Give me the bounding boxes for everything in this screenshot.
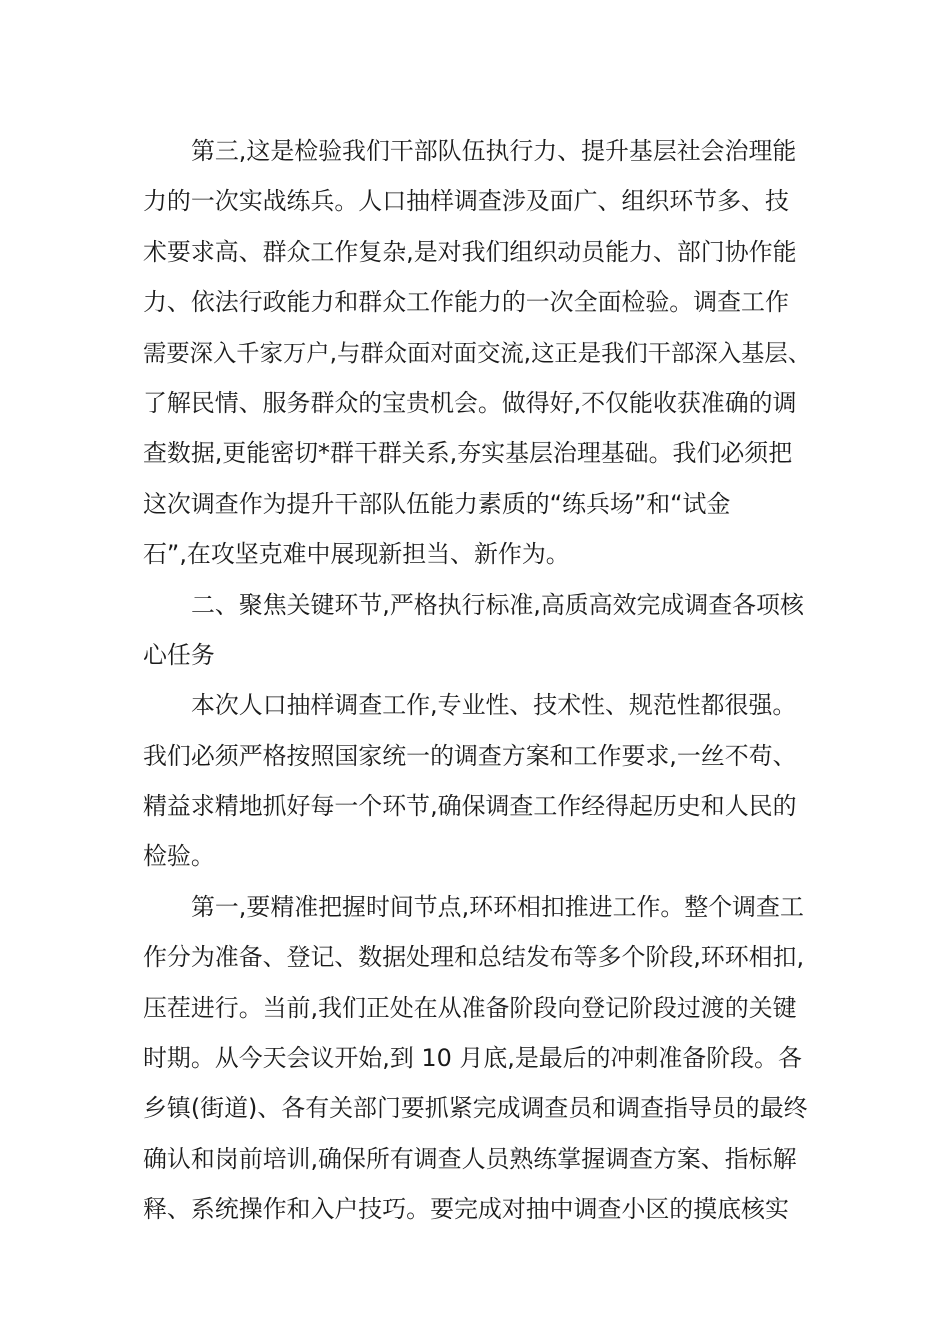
text-line: 我们必须严格按照国家统一的调查方案和工作要求,一丝不苟、 <box>143 741 797 770</box>
document-body <box>143 126 813 1235</box>
text-line: 这次调查作为提升干部队伍能力素质的“练兵场”和“试金 <box>143 489 731 518</box>
text-line: 石”,在攻坚克难中展现新担当、新作为。 <box>143 540 570 569</box>
text-line: 检验。 <box>143 842 215 871</box>
text-line: 二、聚焦关键环节,严格执行标准,高质高效完成调查各项核 <box>191 590 804 619</box>
text-line: 需要深入千家万户,与群众面对面交流,这正是我们干部深入基层、 <box>143 338 812 367</box>
text-line: 本次人口抽样调查工作,专业性、技术性、规范性都很强。 <box>191 691 797 720</box>
text-line: 乡镇(街道)、各有关部门要抓紧完成调查员和调查指导员的最终 <box>143 1094 808 1123</box>
text-line: 了解民情、服务群众的宝贵机会。做得好,不仅能收获准确的调 <box>143 388 797 417</box>
text-line: 力的一次实战练兵。人口抽样调查涉及面广、组织环节多、技 <box>143 187 789 216</box>
text-line: 第三,这是检验我们干部队伍执行力、提升基层社会治理能 <box>191 137 797 165</box>
text-line: 确认和岗前培训,确保所有调查人员熟练掌握调查方案、指标解 <box>143 1144 797 1173</box>
text-line: 释、系统操作和入户技巧。要完成对抽中调查小区的摸底核实 <box>143 1195 789 1224</box>
text-line: 查数据,更能密切*群干群关系,夯实基层治理基础。我们必须把 <box>143 439 793 468</box>
text-line: 时期。从今天会议开始,到 10 月底,是最后的冲刺准备阶段。各 <box>143 1044 802 1073</box>
text-line: 心任务 <box>143 640 215 669</box>
text-line: 作分为准备、登记、数据处理和总结发布等多个阶段,环环相扣, <box>143 943 805 972</box>
text-line: 术要求高、群众工作复杂,是对我们组织动员能力、部门协作能 <box>143 237 797 266</box>
text-line: 压茬进行。当前,我们正处在从准备阶段向登记阶段过渡的关键 <box>143 993 797 1022</box>
text-line: 力、依法行政能力和群众工作能力的一次全面检验。调查工作 <box>143 288 789 317</box>
text-line: 第一,要精准把握时间节点,环环相扣推进工作。整个调查工 <box>191 892 804 921</box>
text-line: 精益求精地抓好每一个环节,确保调查工作经得起历史和人民的 <box>143 792 797 821</box>
